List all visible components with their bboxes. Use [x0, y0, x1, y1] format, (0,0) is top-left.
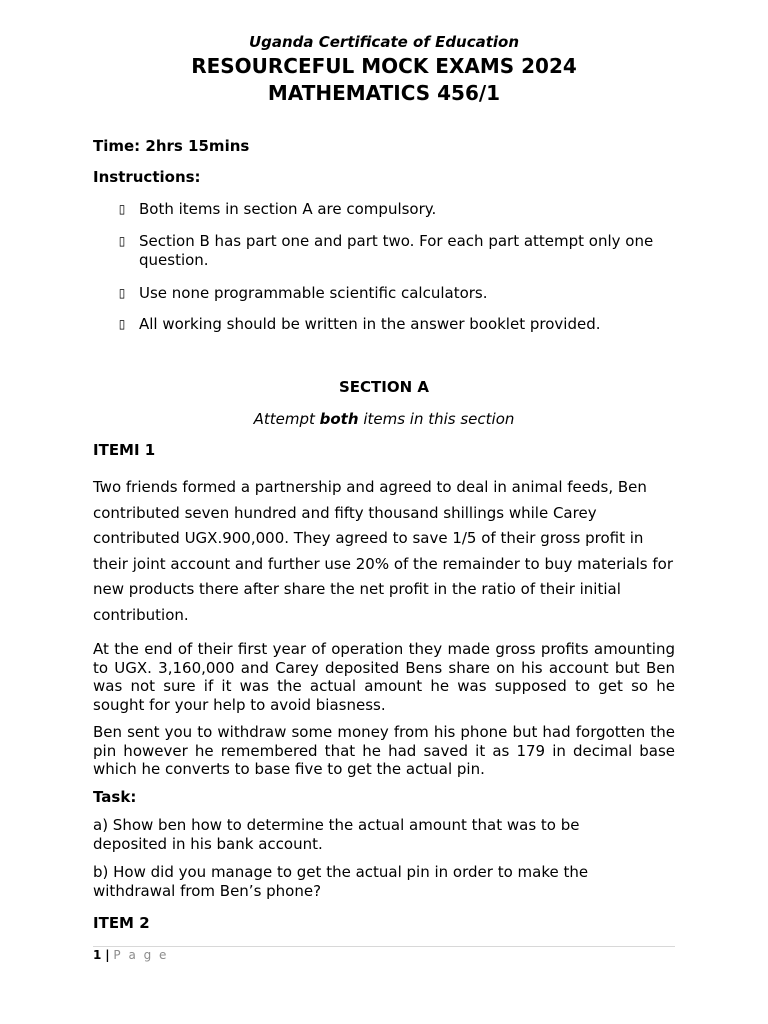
paper-title: MATHEMATICS 456/1 — [267, 81, 501, 105]
item1-paragraph-2: At the end of their first year of operation they made gross profits amounting to UGX. 3,160,000 and Carey deposited Bens share on his account but Ben was not sure if it was the actual amount he was supposed to get so he sought for your help to avoid biasness. — [93, 640, 675, 714]
instruction-text: Section B has part one and part two. For each part attempt only one question. — [139, 232, 654, 269]
exam-series-title: RESOURCEFUL MOCK EXAMS 2024 — [191, 54, 577, 78]
page-label: P a g e — [113, 948, 169, 962]
bullet-icon: ▯ — [118, 317, 126, 331]
bullet-icon: ▯ — [118, 286, 126, 300]
instruction-text: All working should be written in the answer booklet provided. — [139, 315, 601, 333]
item1-heading: ITEMI 1 — [93, 441, 156, 459]
item1-paragraph-1: Two friends formed a partnership and agreed to deal in animal feeds, Ben contributed seven hundred and fifty thousand shillings while Carey contributed UGX.900,000. They agreed to save 1/5 of their gross profit in their joint account and further use 20% of the remainder to buy materials for new products there after share the net profit in the ratio of their initial contribution. — [93, 478, 673, 624]
page-footer — [93, 948, 168, 962]
section-a-subtitle: Attempt both items in this section — [253, 410, 515, 428]
exam-board-title: Uganda Certificate of Education — [248, 33, 520, 51]
bullet-icon: ▯ — [118, 234, 126, 248]
time-allowed: Time: 2hrs 15mins — [93, 137, 250, 155]
footer-separator: | — [105, 948, 110, 962]
page-number: 1 — [93, 948, 102, 962]
instruction-text: Both items in section A are compulsory. — [139, 200, 437, 218]
task-b: b) How did you manage to get the actual pin in order to make the withdrawal from Ben’s phone? — [93, 863, 589, 900]
exam-page — [93, 0, 675, 1024]
task-a: a) Show ben how to determine the actual amount that was to be deposited in his bank account. — [93, 816, 580, 853]
section-a-heading: SECTION A — [338, 378, 429, 396]
footer-divider — [93, 946, 675, 947]
item2-heading: ITEM 2 — [93, 914, 150, 932]
item1-paragraph-3: Ben sent you to withdraw some money from his phone but had forgotten the pin however he remembered that he had saved it as 179 in decimal base which he converts to base five to get the actual pin. — [93, 723, 675, 778]
task-heading: Task: — [93, 788, 137, 806]
instruction-text: Use none programmable scientific calculators. — [139, 284, 488, 302]
bullet-icon: ▯ — [118, 202, 126, 216]
instructions-heading: Instructions: — [93, 168, 201, 186]
